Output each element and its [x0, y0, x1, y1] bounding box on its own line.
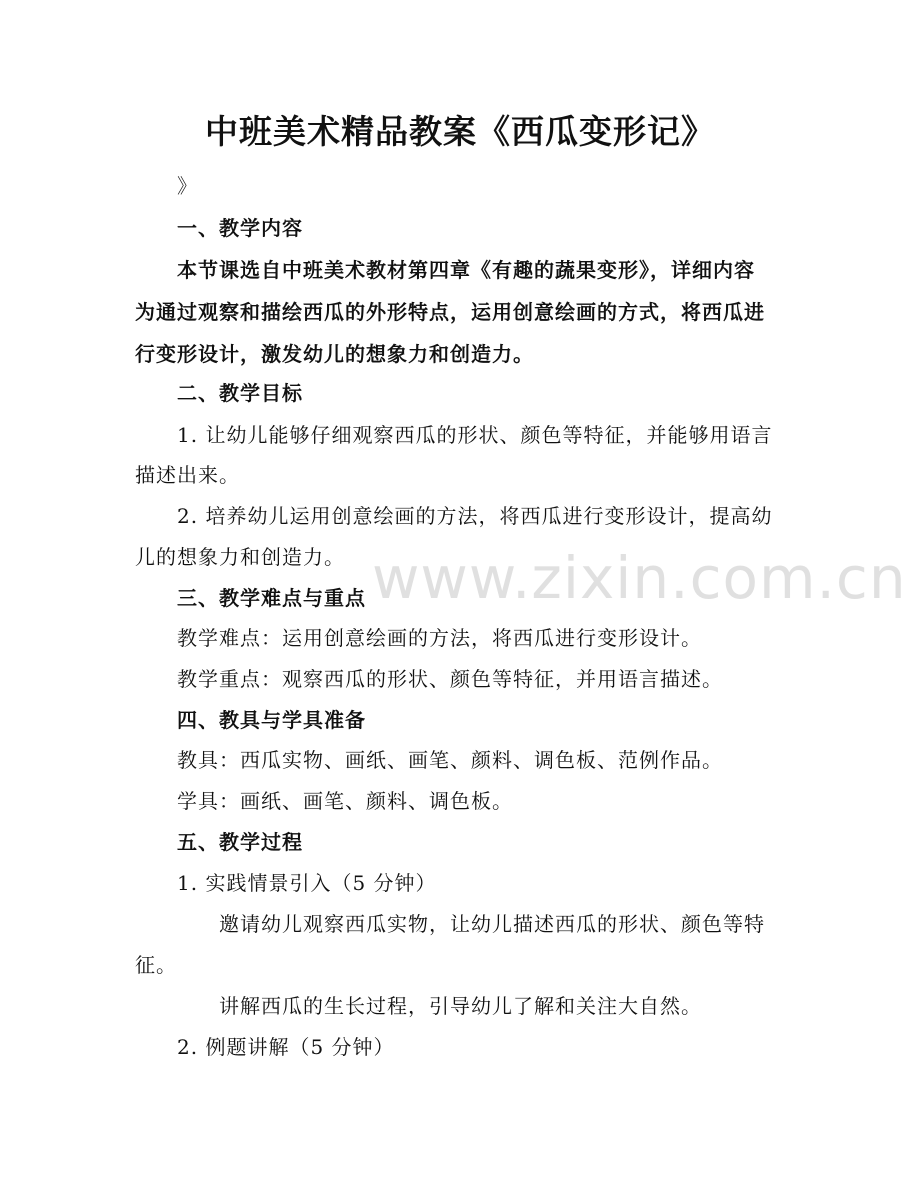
section-heading-tools: 四、教具与学具准备	[177, 708, 366, 732]
teacher-tools-line: 教具：西瓜实物、画纸、画笔、颜料、调色板、范例作品。	[177, 748, 723, 772]
document-title: 中班美术精品教案《西瓜变形记》	[205, 112, 715, 151]
title-tail: 》	[177, 174, 198, 198]
process-detail-line: 邀请幼儿观察西瓜实物，让幼儿描述西瓜的形状、颜色等特	[219, 912, 765, 936]
student-tools-line: 学具：画纸、画笔、颜料、调色板。	[177, 789, 513, 813]
section-heading-content: 一、教学内容	[177, 216, 303, 240]
process-step: 2. 例题讲解（5 分钟）	[177, 1035, 395, 1059]
paragraph-line: 行变形设计，激发幼儿的想象力和创造力。	[135, 342, 534, 366]
process-detail-line: 讲解西瓜的生长过程，引导幼儿了解和关注大自然。	[219, 994, 702, 1018]
process-step: 1. 实践情景引入（5 分钟）	[177, 871, 437, 895]
goal-line: 儿的想象力和创造力。	[135, 545, 345, 569]
goal-line: 2. 培养幼儿运用创意绘画的方法，将西瓜进行变形设计，提高幼	[177, 504, 773, 528]
focus-line: 教学重点：观察西瓜的形状、颜色等特征，并用语言描述。	[177, 667, 723, 691]
section-heading-difficulty: 三、教学难点与重点	[177, 586, 366, 610]
goal-line: 描述出来。	[135, 463, 240, 487]
difficulty-line: 教学难点：运用创意绘画的方法，将西瓜进行变形设计。	[177, 626, 702, 650]
paragraph-line: 本节课选自中班美术教材第四章《有趣的蔬果变形》，详细内容	[177, 258, 755, 282]
goal-line: 1. 让幼儿能够仔细观察西瓜的形状、颜色等特征，并能够用语言	[177, 423, 773, 447]
process-detail-line: 征。	[135, 953, 177, 977]
paragraph-line: 为通过观察和描绘西瓜的外形特点，运用创意绘画的方式，将西瓜进	[135, 300, 765, 324]
section-heading-process: 五、教学过程	[177, 830, 303, 854]
section-heading-goals: 二、教学目标	[177, 381, 303, 405]
watermark: www.zixin.com.cn	[372, 544, 907, 612]
